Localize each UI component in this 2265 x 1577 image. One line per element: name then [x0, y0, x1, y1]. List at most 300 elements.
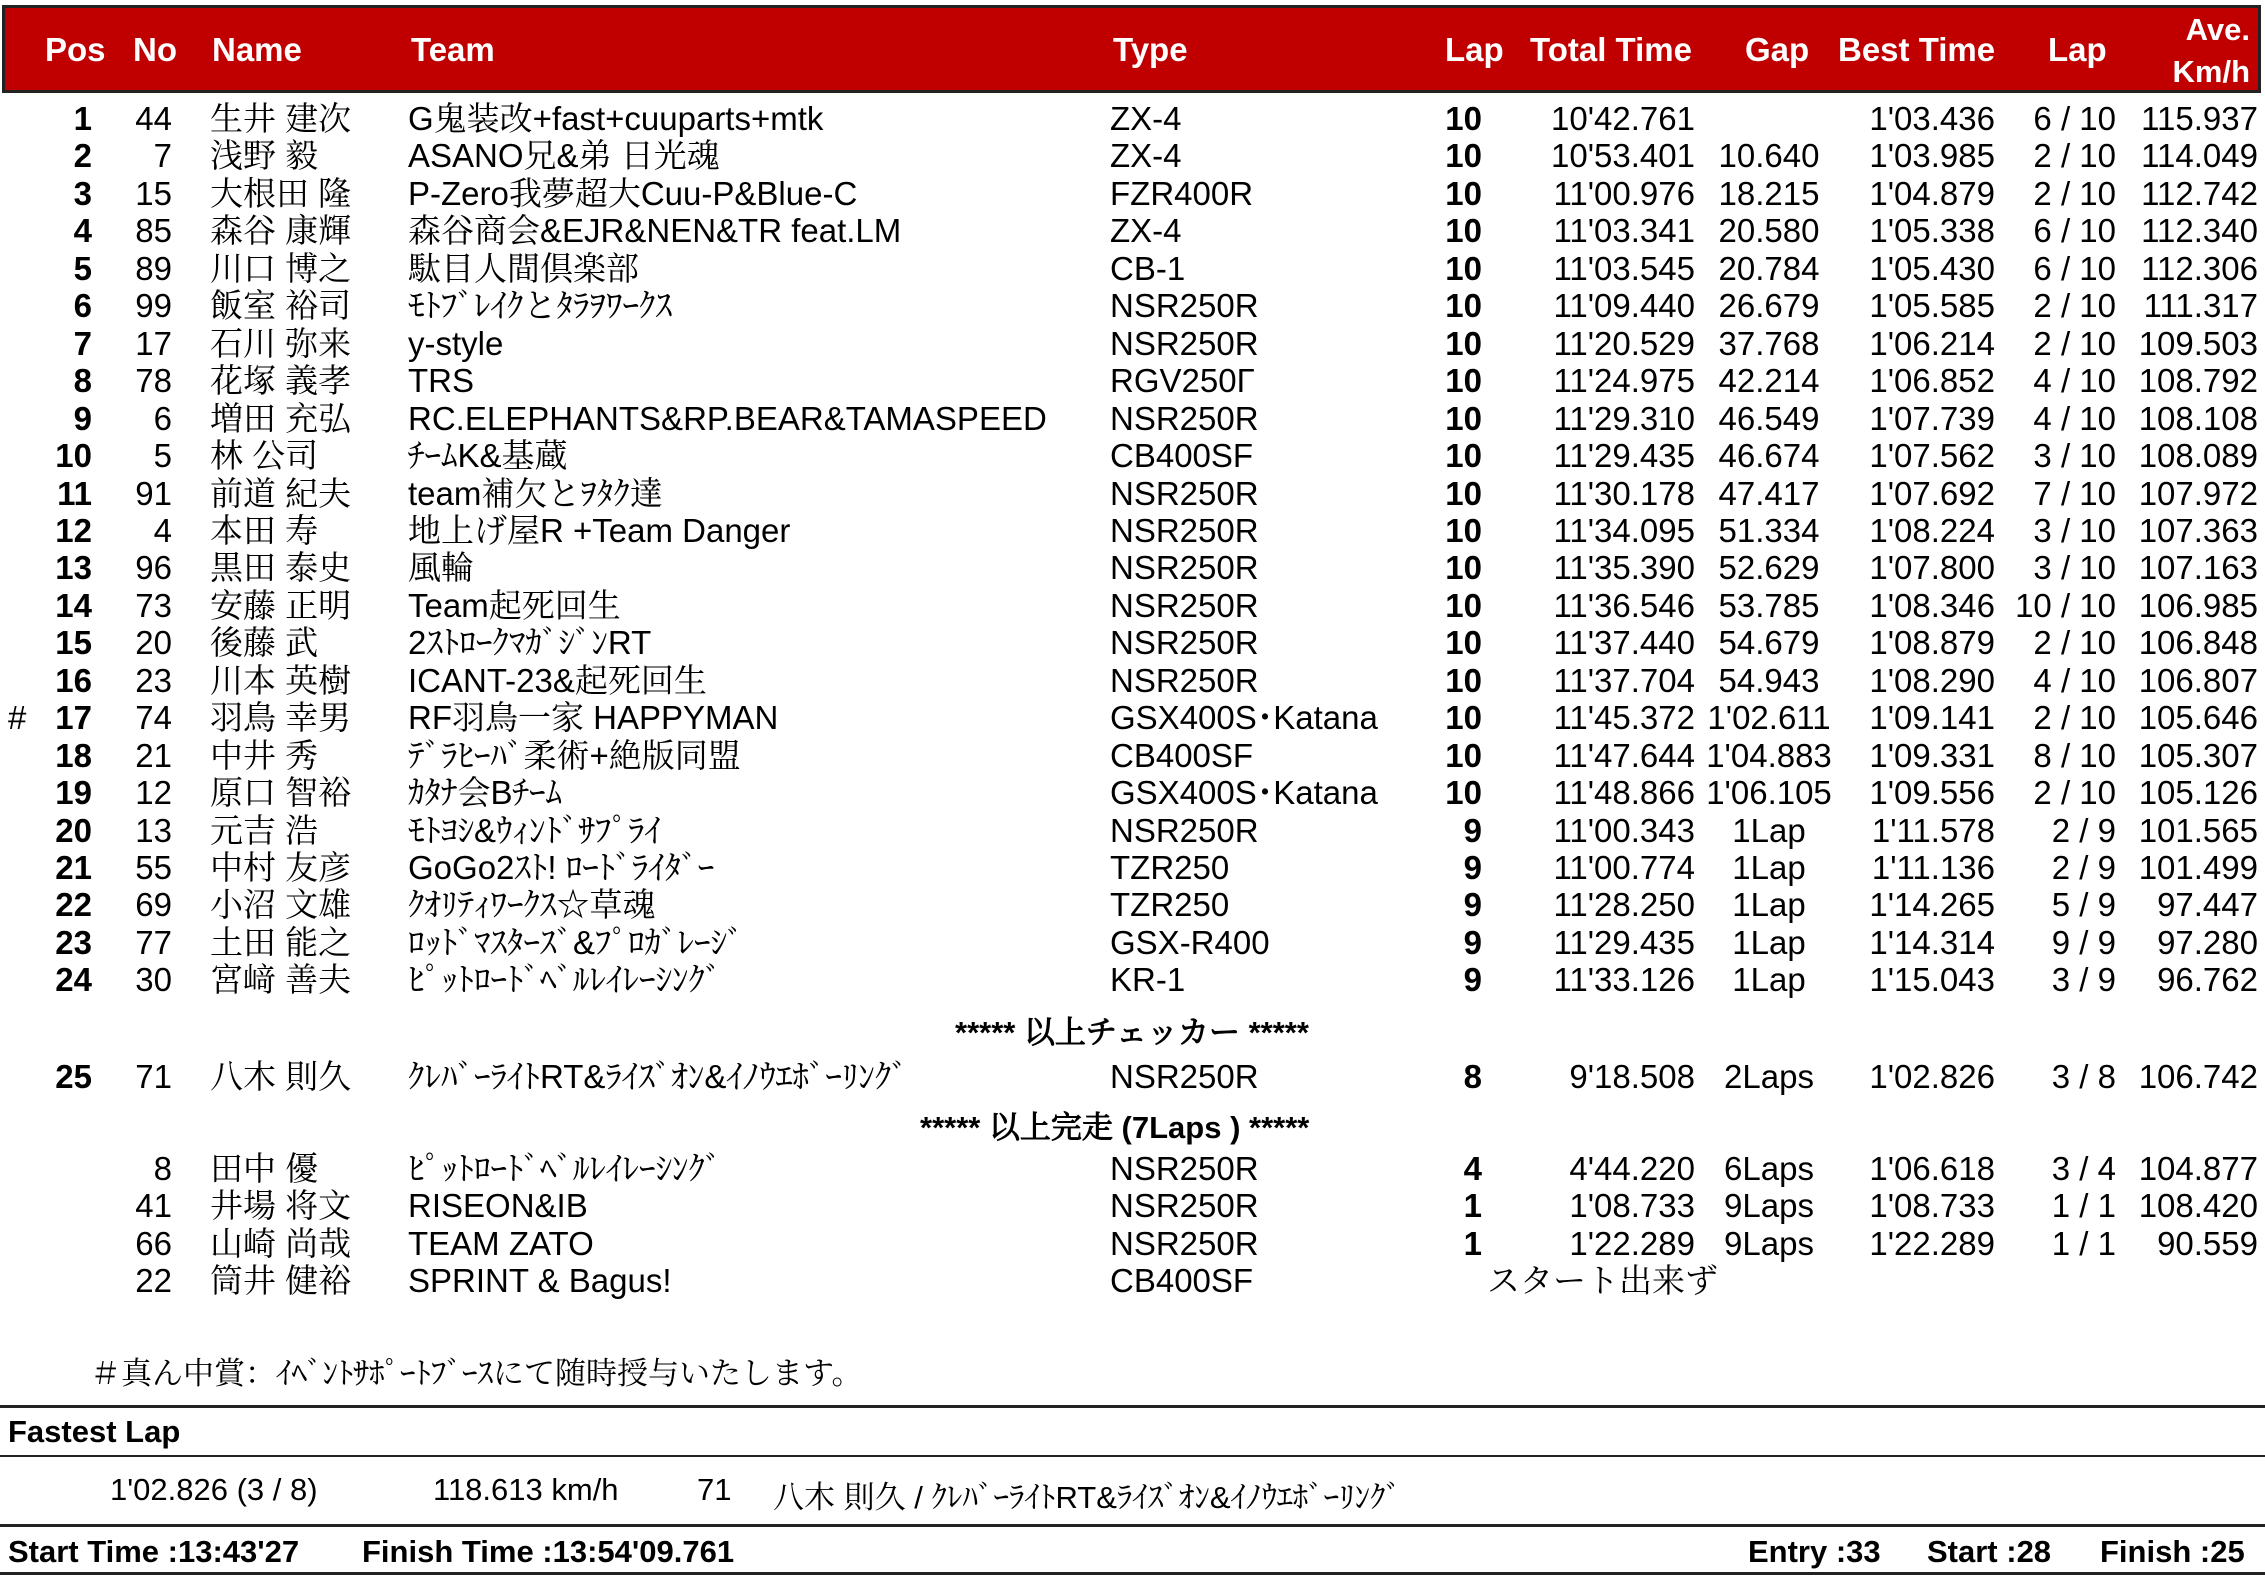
cell-lap: 10: [1445, 137, 1482, 174]
cell-name: 安藤 正明: [210, 587, 352, 624]
cell-no: 8: [153, 1150, 172, 1187]
cell-ave: 112.742: [2141, 175, 2258, 212]
cell-lap: 10: [1445, 662, 1482, 699]
cell-team: P-Zero我夢超大Cuu-P&Blue-C: [408, 175, 858, 212]
cell-best: 1'03.985: [1869, 137, 1995, 174]
cell-gap: 1Lap: [1732, 849, 1806, 886]
cell-team: RC.ELEPHANTS&RP.BEAR&TAMASPEED: [408, 400, 1047, 437]
cell-team: TEAM ZATO: [408, 1225, 594, 1262]
cell-total: 11'28.250: [1553, 886, 1695, 923]
cell-total: 11'34.095: [1553, 512, 1695, 549]
cell-best: 1'02.826: [1869, 1058, 1995, 1095]
cell-name: 土田 能之: [210, 924, 352, 961]
cell-total: 11'47.644: [1553, 737, 1695, 774]
cell-ave: 107.163: [2138, 549, 2258, 586]
cell-team: TRS: [408, 362, 474, 399]
cell-name: 飯室 裕司: [210, 287, 352, 324]
cell-blap: 6 / 10: [2033, 250, 2116, 287]
header-ave: Ave.: [2185, 12, 2250, 47]
cell-type: CB400SF: [1110, 437, 1254, 474]
cell-pos: 11: [57, 475, 92, 512]
cell-total: 11'00.774: [1553, 849, 1695, 886]
cell-name: 森谷 康輝: [210, 212, 352, 249]
cell-blap: 2 / 9: [2051, 812, 2116, 849]
cell-team: GoGo2ｽﾄ! ﾛｰﾄﾞﾗｲﾀﾞｰ: [408, 849, 715, 886]
cell-blap: 1 / 1: [2051, 1187, 2116, 1224]
table-row: [0, 737, 2265, 774]
cell-name: 大根田 隆: [210, 175, 352, 212]
finish-note: ***** 以上完走 (7Laps ) *****: [920, 1110, 1310, 1145]
cell-blap: 4 / 10: [2033, 362, 2116, 399]
cell-lap: 10: [1445, 549, 1482, 586]
cell-best: 1'08.290: [1869, 662, 1995, 699]
fastest-lap-title: Fastest Lap: [8, 1414, 181, 1449]
checker-note: ***** 以上チェッカー *****: [955, 1015, 1309, 1050]
cell-type: CB400SF: [1110, 737, 1254, 774]
cell-no: 73: [135, 587, 172, 624]
cell-gap: 1'06.105: [1706, 774, 1832, 811]
cell-name: 石川 弥来: [210, 325, 352, 362]
cell-best: 1'15.043: [1869, 961, 1995, 998]
cell-total: 11'36.546: [1553, 587, 1695, 624]
cell-best: 1'22.289: [1869, 1225, 1995, 1262]
cell-type: GSX400S･Katana: [1110, 774, 1378, 811]
cell-no: 5: [153, 437, 172, 474]
cell-team: 駄目人間倶楽部: [408, 250, 639, 287]
cell-team: ｸｵﾘﾃｨﾜｰｸｽ☆草魂: [408, 886, 656, 923]
cell-pos: 18: [55, 737, 92, 774]
cell-blap: 2 / 10: [2033, 774, 2116, 811]
fastest-lap-rider: 八木 則久 / ｸﾚﾊﾞｰﾗｲﾄRT&ﾗｲｽﾞｵﾝ&ｲﾉｳｴﾎﾞｰﾘﾝｸﾞ: [773, 1480, 1402, 1515]
cell-type: NSR250R: [1110, 325, 1259, 362]
cell-ave: 106.985: [2138, 587, 2258, 624]
cell-best: 1'09.331: [1869, 737, 1995, 774]
cell-type: NSR250R: [1110, 1187, 1259, 1224]
cell-ave: 105.646: [2138, 699, 2258, 736]
cell-type: NSR250R: [1110, 400, 1259, 437]
table-row: [0, 774, 2265, 811]
table-row: [0, 512, 2265, 549]
cell-name: 本田 寿: [210, 512, 319, 549]
cell-team: ﾛｯﾄﾞﾏｽﾀｰｽﾞ&ﾌﾟﾛｶﾞﾚｰｼﾞ: [408, 924, 744, 961]
table-row: [0, 400, 2265, 437]
cell-no: 30: [135, 961, 172, 998]
cell-ave: 107.972: [2138, 475, 2258, 512]
cell-no: 96: [135, 549, 172, 586]
cell-type: ZX-4: [1110, 212, 1182, 249]
header-no: No: [133, 31, 177, 68]
cell-total: 1'22.289: [1569, 1225, 1695, 1262]
cell-type: TZR250: [1110, 886, 1230, 923]
cell-ave: 96.762: [2157, 961, 2258, 998]
table-row: [0, 137, 2265, 174]
finish-time: Finish Time :13:54'09.761: [362, 1534, 735, 1569]
cell-gap: 20.580: [1718, 212, 1820, 249]
table-row: [0, 475, 2265, 512]
table-row: [0, 1150, 2265, 1187]
table-row: [0, 212, 2265, 249]
cell-type: GSX400S･Katana: [1110, 699, 1378, 736]
cell-name: 八木 則久: [210, 1058, 352, 1095]
cell-name: 筒井 健裕: [210, 1262, 352, 1299]
cell-ave: 115.937: [2141, 100, 2258, 137]
cell-gap: 1'04.883: [1706, 737, 1832, 774]
header-lap: Lap: [1445, 31, 1504, 68]
cell-gap: 2Laps: [1724, 1058, 1814, 1095]
cell-total: 11'20.529: [1553, 325, 1695, 362]
cell-no: 12: [135, 774, 172, 811]
cell-gap: 6Laps: [1724, 1150, 1814, 1187]
cell-name: 田中 優: [210, 1150, 319, 1187]
cell-type: NSR250R: [1110, 287, 1259, 324]
cell-blap: 6 / 10: [2033, 100, 2116, 137]
cell-name: 原口 智裕: [210, 774, 352, 811]
cell-ave: 108.420: [2138, 1187, 2258, 1224]
cell-type: ZX-4: [1110, 100, 1182, 137]
cell-type: NSR250R: [1110, 549, 1259, 586]
cell-best: 1'05.338: [1869, 212, 1995, 249]
cell-type: NSR250R: [1110, 587, 1259, 624]
cell-best: 1'11.578: [1871, 812, 1995, 849]
cell-lap: 10: [1445, 362, 1482, 399]
table-row: [0, 624, 2265, 661]
header-best-lap: Lap: [2048, 31, 2107, 68]
cell-pos: 12: [55, 512, 92, 549]
cell-name: 川口 博之: [210, 250, 352, 287]
cell-total: 11'48.866: [1553, 774, 1695, 811]
cell-pos: 10: [55, 437, 92, 474]
cell-name: 川本 英樹: [210, 662, 352, 699]
table-row: [0, 662, 2265, 699]
cell-best: 1'04.879: [1869, 175, 1995, 212]
cell-gap: 46.674: [1718, 437, 1820, 474]
divider-footer-bottom: [0, 1572, 2265, 1575]
cell-lap: 9: [1463, 849, 1482, 886]
cell-total: 11'37.440: [1553, 624, 1695, 661]
cell-no: 77: [135, 924, 172, 961]
cell-name: 前道 紀夫: [210, 475, 352, 512]
cell-best: 1'07.800: [1869, 549, 1995, 586]
cell-pos: 14: [55, 587, 92, 624]
header-gap: Gap: [1745, 31, 1810, 68]
cell-blap: 2 / 10: [2033, 325, 2116, 362]
cell-name: 花塚 義孝: [210, 362, 352, 399]
table-row: [0, 549, 2265, 586]
start-time: Start Time :13:43'27: [8, 1534, 300, 1569]
cell-name: 浅野 毅: [210, 137, 319, 174]
cell-best: 1'09.556: [1869, 774, 1995, 811]
cell-gap: 9Laps: [1724, 1225, 1814, 1262]
cell-total: 11'30.178: [1553, 475, 1695, 512]
cell-total: 11'29.310: [1553, 400, 1695, 437]
cell-blap: 3 / 10: [2033, 437, 2116, 474]
cell-total: 4'44.220: [1569, 1150, 1695, 1187]
cell-ave: 111.317: [2143, 287, 2258, 324]
cell-ave: 108.089: [2138, 437, 2258, 474]
cell-lap: 9: [1463, 886, 1482, 923]
cell-best: 1'06.214: [1869, 325, 1995, 362]
remark-note: ＃真ん中賞：ｲﾍﾞﾝﾄｻﾎﾟｰﾄﾌﾞｰｽにて随時授与いたします。: [90, 1356, 863, 1391]
cell-pos: 9: [73, 400, 92, 437]
cell-gap: 9Laps: [1724, 1187, 1814, 1224]
cell-team: ﾋﾟｯﾄﾛｰﾄﾞﾍﾞﾙﾚｲﾚｰｼﾝｸﾞ: [408, 1150, 722, 1187]
cell-best: 1'05.585: [1869, 287, 1995, 324]
cell-ave: 106.807: [2138, 662, 2258, 699]
divider-fastest-top: [0, 1405, 2265, 1408]
cell-ave: 97.447: [2157, 886, 2258, 923]
table-row: [0, 250, 2265, 287]
cell-total: 9'18.508: [1569, 1058, 1695, 1095]
header-kmh: Km/h: [2172, 54, 2250, 89]
cell-no: 6: [153, 400, 172, 437]
cell-total: 11'35.390: [1553, 549, 1695, 586]
cell-pos: 20: [55, 812, 92, 849]
cell-ave: 105.126: [2138, 774, 2258, 811]
cell-total: 11'29.435: [1553, 924, 1695, 961]
cell-team: y-style: [408, 325, 504, 362]
table-row: [0, 362, 2265, 399]
cell-pos: 23: [55, 924, 92, 961]
cell-name: 中村 友彦: [210, 849, 352, 886]
cell-ave: 112.340: [2141, 212, 2258, 249]
cell-pos: 4: [73, 212, 92, 249]
cell-lap: 10: [1445, 437, 1482, 474]
cell-pos: 16: [55, 662, 92, 699]
cell-lap: 10: [1445, 100, 1482, 137]
cell-gap: 42.214: [1718, 362, 1820, 399]
cell-lap: 10: [1445, 587, 1482, 624]
cell-pos: 13: [55, 549, 92, 586]
cell-best: 1'08.346: [1869, 587, 1995, 624]
table-row-dns: [0, 1262, 2265, 1299]
cell-no: 44: [135, 100, 172, 137]
cell-name: 中井 秀: [210, 737, 319, 774]
cell-lap: 9: [1463, 924, 1482, 961]
cell-blap: 9 / 9: [2051, 924, 2116, 961]
header-team: Team: [411, 31, 495, 68]
cell-no: 91: [135, 475, 172, 512]
cell-ave: 114.049: [2141, 137, 2258, 174]
cell-best: 1'14.265: [1869, 886, 1995, 923]
cell-lap: 10: [1445, 175, 1482, 212]
header-pos: Pos: [45, 31, 106, 68]
cell-gap: 54.943: [1718, 662, 1820, 699]
cell-best: 1'14.314: [1869, 924, 1995, 961]
cell-team: ﾃﾞﾗﾋｰﾊﾞ柔術+絶版同盟: [408, 737, 741, 774]
table-row: [0, 699, 2265, 736]
cell-lap: 10: [1445, 699, 1482, 736]
cell-total: 11'00.976: [1553, 175, 1695, 212]
cell-blap: 3 / 4: [2051, 1150, 2116, 1187]
cell-name: 林 公司: [210, 437, 319, 474]
cell-no: 15: [135, 175, 172, 212]
cell-ave: 106.848: [2138, 624, 2258, 661]
header-name: Name: [212, 31, 302, 68]
cell-team: 風輪: [408, 549, 474, 586]
cell-ave: 108.108: [2138, 400, 2258, 437]
cell-blap: 4 / 10: [2033, 662, 2116, 699]
cell-type: NSR250R: [1110, 1058, 1259, 1095]
table-row: [0, 1058, 2265, 1095]
cell-total: 11'29.435: [1553, 437, 1695, 474]
cell-blap: 2 / 10: [2033, 287, 2116, 324]
cell-no: 22: [135, 1262, 172, 1299]
cell-name: 小沼 文雄: [210, 886, 352, 923]
cell-lap: 9: [1463, 961, 1482, 998]
cell-best: 1'11.136: [1871, 849, 1995, 886]
cell-name: 黒田 泰史: [210, 549, 352, 586]
cell-type: NSR250R: [1110, 512, 1259, 549]
cell-best: 1'07.739: [1869, 400, 1995, 437]
cell-no: 74: [135, 699, 172, 736]
cell-no: 85: [135, 212, 172, 249]
cell-pos: 5: [73, 250, 92, 287]
table-row: [0, 812, 2265, 849]
cell-gap: 53.785: [1718, 587, 1820, 624]
finish-count: Finish :25: [2100, 1534, 2245, 1569]
cell-no: 71: [135, 1058, 172, 1095]
cell-type: TZR250: [1110, 849, 1230, 886]
cell-best: 1'03.436: [1869, 100, 1995, 137]
cell-name: 宮﨑 善夫: [210, 961, 352, 998]
cell-ave: 107.363: [2138, 512, 2258, 549]
cell-ave: 109.503: [2138, 325, 2258, 362]
table-row: [0, 886, 2265, 923]
cell-gap: 10.640: [1718, 137, 1820, 174]
cell-type: NSR250R: [1110, 624, 1259, 661]
cell-ave: 101.565: [2138, 812, 2258, 849]
cell-team: 森谷商会&EJR&NEN&TR feat.LM: [408, 212, 902, 249]
cell-no: 21: [135, 737, 172, 774]
cell-blap: 3 / 10: [2033, 512, 2116, 549]
cell-name: 山崎 尚哉: [210, 1225, 352, 1262]
table-row: [0, 437, 2265, 474]
cell-total: 10'42.761: [1551, 100, 1695, 137]
cell-team: ﾋﾟｯﾄﾛｰﾄﾞﾍﾞﾙﾚｲﾚｰｼﾝｸﾞ: [408, 961, 722, 998]
header-type: Type: [1113, 31, 1188, 68]
cell-blap: 4 / 10: [2033, 400, 2116, 437]
cell-type: NSR250R: [1110, 662, 1259, 699]
cell-name: 増田 充弘: [210, 400, 352, 437]
cell-best: 1'07.562: [1869, 437, 1995, 474]
cell-best: 1'08.224: [1869, 512, 1995, 549]
cell-gap: 54.679: [1718, 624, 1820, 661]
header-total-time: Total Time: [1530, 31, 1692, 68]
cell-pos: 24: [55, 961, 92, 998]
cell-no: 78: [135, 362, 172, 399]
cell-team: ｸﾚﾊﾞｰﾗｲﾄRT&ﾗｲｽﾞｵﾝ&ｲﾉｳｴﾎﾞｰﾘﾝｸﾞ: [408, 1058, 908, 1095]
cell-gap: 1Lap: [1732, 924, 1806, 961]
cell-team: ICANT-23&起死回生: [408, 662, 707, 699]
entry-count: Entry :33: [1748, 1534, 1881, 1569]
cell-pos: 2: [73, 137, 92, 174]
cell-blap: 2 / 10: [2033, 175, 2116, 212]
cell-gap: 47.417: [1718, 475, 1820, 512]
cell-ave: 101.499: [2138, 849, 2258, 886]
cell-total: 10'53.401: [1551, 137, 1695, 174]
fastest-lap-time: 1'02.826 (3 / 8): [110, 1472, 318, 1507]
cell-best: 1'08.733: [1869, 1187, 1995, 1224]
table-row: [0, 287, 2265, 324]
cell-lap: 1: [1463, 1187, 1482, 1224]
cell-pos: 17: [55, 699, 92, 736]
cell-name: 井場 将文: [210, 1187, 352, 1224]
table-row: [0, 1187, 2265, 1224]
cell-lap: 1: [1463, 1225, 1482, 1262]
cell-blap: 3 / 10: [2033, 549, 2116, 586]
cell-blap: 2 / 10: [2033, 137, 2116, 174]
table-row: [0, 175, 2265, 212]
cell-ave: 97.280: [2157, 924, 2258, 961]
start-count: Start :28: [1927, 1534, 2052, 1569]
cell-lap: 10: [1445, 325, 1482, 362]
cell-type: NSR250R: [1110, 1150, 1259, 1187]
cell-lap: 10: [1445, 774, 1482, 811]
cell-blap: 7 / 10: [2033, 475, 2116, 512]
table-row: [0, 924, 2265, 961]
cell-blap: 3 / 8: [2051, 1058, 2116, 1095]
cell-type: NSR250R: [1110, 1225, 1259, 1262]
cell-pos: 15: [55, 624, 92, 661]
table-row: [0, 587, 2265, 624]
cell-lap: 8: [1463, 1058, 1482, 1095]
results-table-header: [2, 5, 2261, 93]
divider-footer-top: [0, 1524, 2265, 1527]
cell-team: ﾓﾄﾖｼ&ｳｨﾝﾄﾞｻﾌﾟﾗｲ: [408, 812, 662, 849]
cell-team: SPRINT & Bagus!: [408, 1262, 672, 1299]
cell-team: Team起死回生: [408, 587, 621, 624]
cell-gap: 1Lap: [1732, 812, 1806, 849]
cell-type: FZR400R: [1110, 175, 1254, 212]
cell-gap: 1Lap: [1732, 886, 1806, 923]
cell-type: RGV250Γ: [1110, 362, 1255, 399]
cell-blap: 3 / 9: [2051, 961, 2116, 998]
cell-blap: 2 / 10: [2033, 699, 2116, 736]
cell-team: RF羽鳥一家 HAPPYMAN: [408, 699, 779, 736]
cell-lap: 10: [1445, 400, 1482, 437]
table-row: [0, 325, 2265, 362]
header-best-time: Best Time: [1838, 31, 1996, 68]
cell-total: 11'37.704: [1553, 662, 1695, 699]
cell-best: 1'05.430: [1869, 250, 1995, 287]
cell-lap: 9: [1463, 812, 1482, 849]
cell-type: CB-1: [1110, 250, 1186, 287]
cell-blap: 1 / 1: [2051, 1225, 2116, 1262]
cell-total: 11'03.545: [1553, 250, 1695, 287]
cell-no: 17: [135, 325, 172, 362]
cell-pos: 25: [55, 1058, 92, 1095]
cell-no: 55: [135, 849, 172, 886]
cell-ave: 112.306: [2141, 250, 2258, 287]
cell-lap: 10: [1445, 512, 1482, 549]
cell-pos: 21: [55, 849, 92, 886]
table-row: [0, 961, 2265, 998]
cell-blap: 6 / 10: [2033, 212, 2116, 249]
cell-gap: 46.549: [1718, 400, 1820, 437]
cell-name: 羽鳥 幸男: [210, 699, 352, 736]
cell-total: 11'24.975: [1553, 362, 1695, 399]
cell-no: 20: [135, 624, 172, 661]
cell-status: スタート出来ず: [1487, 1262, 1718, 1299]
cell-ave: 106.742: [2138, 1058, 2258, 1095]
cell-name: 生井 建次: [210, 100, 352, 137]
cell-gap: 37.768: [1718, 325, 1820, 362]
cell-ave: 105.307: [2138, 737, 2258, 774]
cell-blap: 5 / 9: [2051, 886, 2116, 923]
cell-team: team補欠とｦﾀｸ達: [408, 475, 663, 512]
cell-type: KR-1: [1110, 961, 1186, 998]
cell-gap: 18.215: [1718, 175, 1820, 212]
